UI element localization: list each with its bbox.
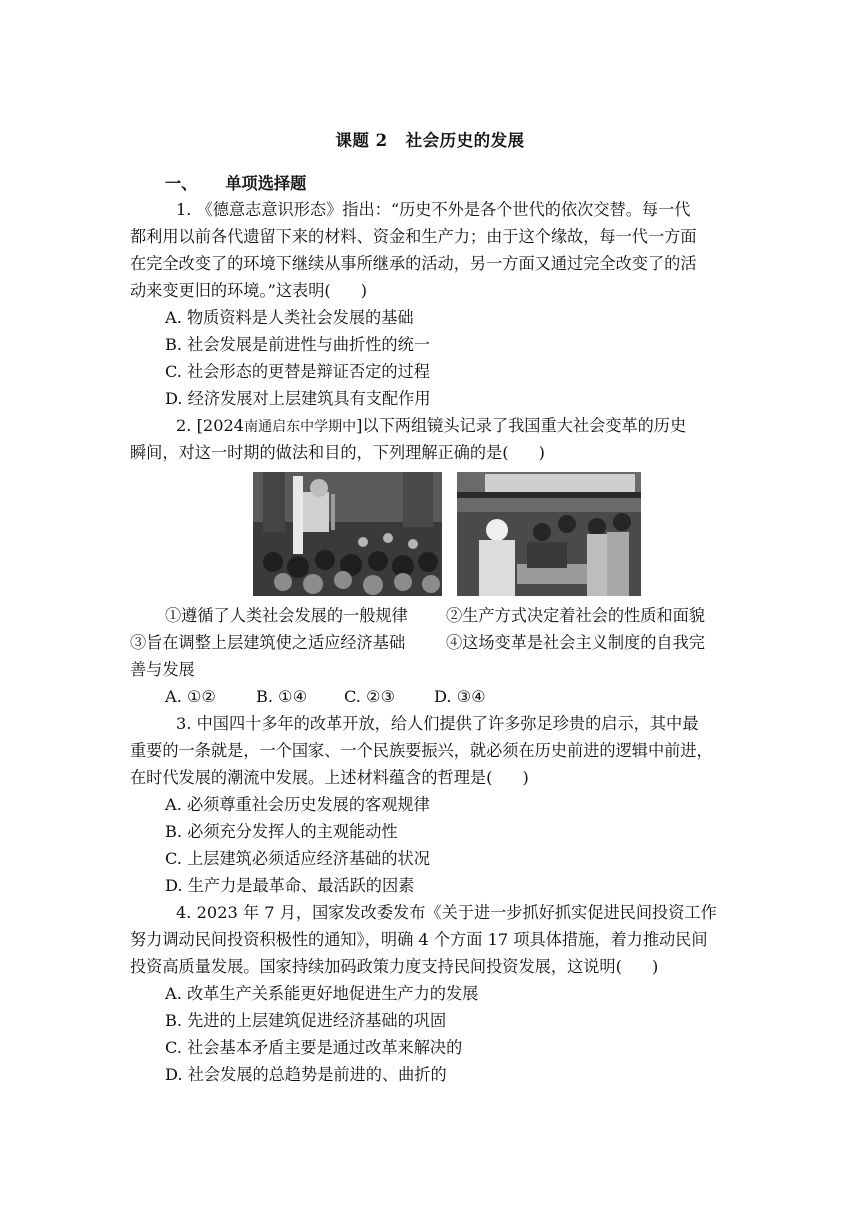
q4-option-c: C. 社会基本矛盾主要是通过改革来解决的 bbox=[165, 1038, 463, 1057]
q4-line-3 bbox=[130, 956, 658, 978]
q1-line-3: 在完全改变了的环境下继续从事所继承的活动，另一方面又通过完全改变了的活 bbox=[130, 254, 697, 273]
section-label: 单项选择题 bbox=[225, 174, 307, 193]
q3-line-2: 重要的一条就是，一个国家、一个民族要振兴，就必须在历史前进的逻辑中前进， bbox=[130, 741, 713, 760]
q1-option-a: A. 物质资料是人类社会发展的基础 bbox=[165, 308, 414, 327]
q2-number: 2. [2024 bbox=[176, 416, 245, 435]
title-text: 社会历史的发展 bbox=[405, 131, 525, 150]
q2-option-b: B. ①④ bbox=[256, 687, 308, 706]
q4-line-1: 4. 2023 年 7 月，国家发改委发布《关于进一步抓好抓实促进民间投资工作 bbox=[176, 903, 717, 922]
q1-stem-end: 动来变更旧的环境。”这表明( bbox=[130, 281, 331, 300]
q2-statement-4-cont: 善与发展 bbox=[130, 660, 195, 679]
q2-statement-2: ②生产方式决定着社会的性质和面貌 bbox=[446, 606, 705, 625]
q2-line-2 bbox=[130, 442, 545, 464]
q4-stem-end: 投资高质量发展。国家持续加码政策力度支持民间投资发展，这说明( bbox=[130, 957, 622, 976]
q1-option-b: B. 社会发展是前进性与曲折性的统一 bbox=[165, 335, 430, 354]
q3-option-a: A. 必须尊重社会历史发展的客观规律 bbox=[165, 795, 430, 814]
q3-line-3 bbox=[130, 767, 529, 789]
q4-option-a: A. 改革生产关系能更好地促进生产力的发展 bbox=[165, 984, 479, 1003]
q1-answer-blank: ) bbox=[360, 281, 368, 300]
q3-line-1: 3. 中国四十多年的改革开放，给人们提供了许多弥足珍贵的启示，其中最 bbox=[176, 714, 699, 733]
q2-option-a: A. ①② bbox=[165, 687, 217, 706]
q2-line1-rest: ]以下两组镜头记录了我国重大社会变革的历史 bbox=[356, 416, 687, 435]
q2-answer-blank: ) bbox=[538, 443, 545, 462]
q2-statement-3: ③旨在调整上层建筑使之适应经济基础 bbox=[130, 633, 406, 652]
q4-answer-blank: ) bbox=[651, 957, 659, 976]
q4-option-b: B. 先进的上层建筑促进经济基础的巩固 bbox=[165, 1011, 447, 1030]
q1-option-c: C. 社会形态的更替是辩证否定的过程 bbox=[165, 362, 430, 381]
q2-stem-end: 瞬间，对这一时期的做法和目的，下列理解正确的是( bbox=[130, 443, 509, 462]
q2-option-d: D. ③④ bbox=[434, 687, 486, 706]
q3-answer-blank: ) bbox=[522, 768, 529, 787]
q3-stem-end: 在时代发展的潮流中发展。上述材料蕴含的哲理是( bbox=[130, 768, 493, 787]
page-title bbox=[0, 127, 860, 151]
historical-photo-left bbox=[253, 472, 442, 596]
title-prefix: 课题 2 bbox=[335, 131, 388, 150]
q3-option-d: D. 生产力是最革命、最活跃的因素 bbox=[165, 876, 415, 895]
q1-line-4 bbox=[130, 280, 367, 302]
q2-statement-4: ④这场变革是社会主义制度的自我完 bbox=[446, 633, 705, 652]
q3-option-c: C. 上层建筑必须适应经济基础的状况 bbox=[165, 849, 430, 868]
q4-line-2: 努力调动民间投资积极性的通知》，明确 4 个方面 17 项具体措施，着力推动民间 bbox=[130, 930, 708, 949]
q4-option-d: D. 社会发展的总趋势是前进的、曲折的 bbox=[165, 1065, 447, 1084]
q2-statement-1: ①遵循了人类社会发展的一般规律 bbox=[165, 606, 408, 625]
historical-photo-right bbox=[457, 472, 641, 596]
q2-source: 南通启东中学期中 bbox=[244, 419, 357, 435]
q1-line-1: 1. 《德意志意识形态》指出：“历史不外是各个世代的依次交替。每一代 bbox=[176, 200, 691, 219]
q2-line-1 bbox=[176, 415, 686, 438]
section-heading bbox=[165, 173, 306, 195]
q3-option-b: B. 必须充分发挥人的主观能动性 bbox=[165, 822, 398, 841]
section-number: 一、 bbox=[165, 174, 198, 193]
q1-option-d: D. 经济发展对上层建筑具有支配作用 bbox=[165, 389, 431, 408]
q1-line-2: 都利用以前各代遗留下来的材料、资金和生产力；由于这个缘故，每一代一方面 bbox=[130, 227, 697, 246]
q2-option-c: C. ②③ bbox=[344, 687, 396, 706]
